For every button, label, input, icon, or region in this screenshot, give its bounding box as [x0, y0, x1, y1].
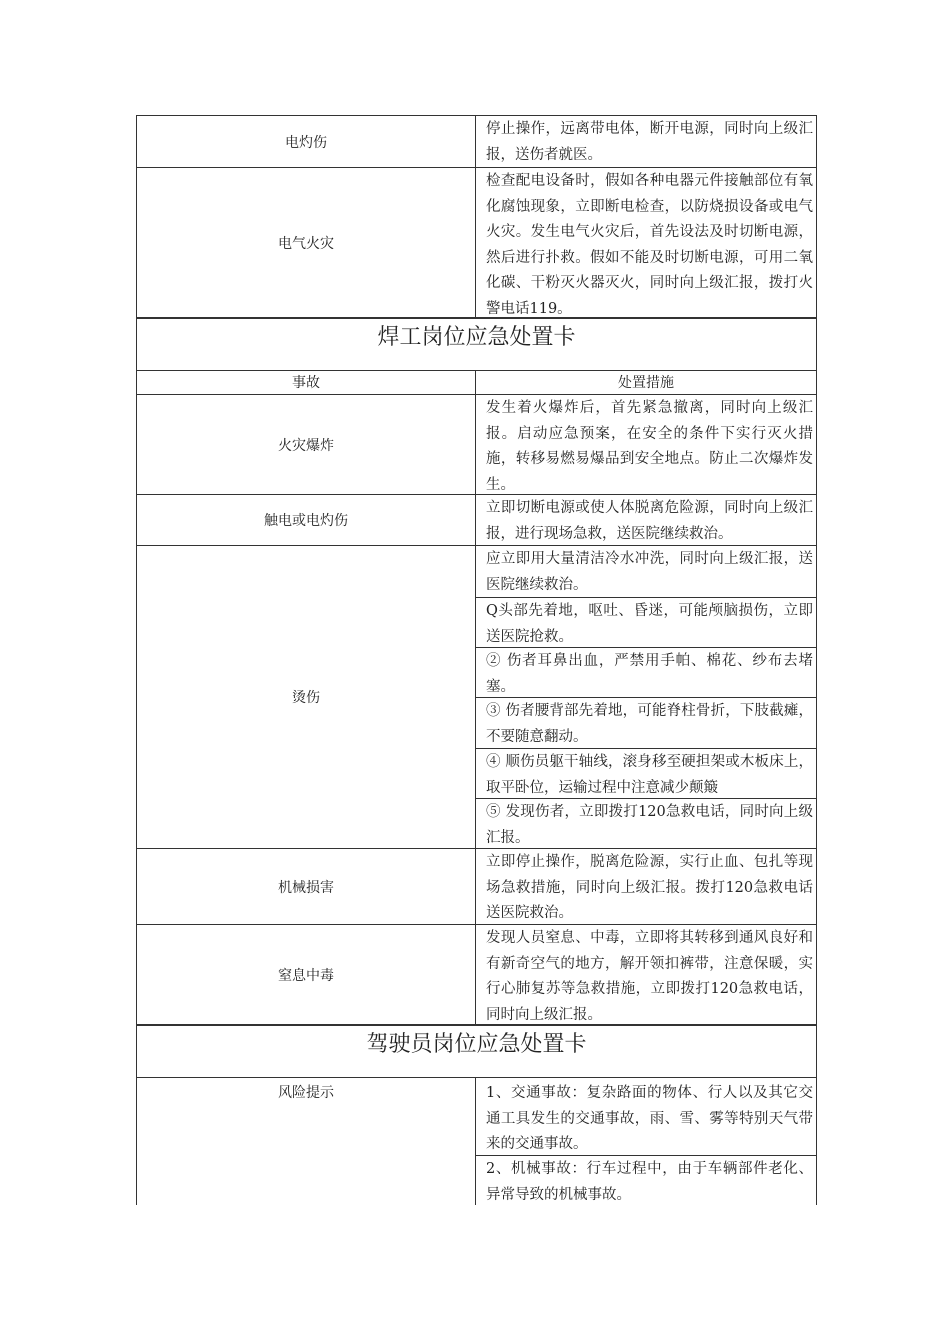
accident-cell: 机械损害	[278, 879, 334, 896]
table-row	[136, 494, 817, 545]
table-row	[136, 545, 817, 848]
card-title-row	[136, 1024, 817, 1077]
measure-cell: 立即停止操作，脱离危险源，实行止血、包扎等现场急救措施，同时向上级汇报。拨打120急救电话送医院救治。	[486, 854, 813, 921]
risk-item: 1、交通事故：复杂路面的物体、行人以及其它交通工具发生的交通事故，雨、雪、雾等特别天气带来的交通事故。	[486, 1085, 813, 1152]
measure-item: ② 伤者耳鼻出血，严禁用手帕、棉花、纱布去堵塞。	[486, 653, 813, 695]
measure-item: ④ 顺伤员躯干轴线，滚身移至硬担架或木板床上，取平卧位，运输过程中注意减少颠簸	[486, 754, 813, 796]
driver-card-title: 驾驶员岗位应急处置卡	[366, 1032, 587, 1057]
header-measure: 处置措施	[475, 371, 816, 394]
risk-item: 2、机械事故：行车过程中，由于车辆部件老化、异常导致的机械事故。	[486, 1161, 813, 1203]
table-row	[136, 115, 817, 167]
accident-cell: 火灾爆炸	[278, 437, 334, 454]
measure-item: ③ 伤者腰背部先着地，可能脊柱骨折，下肢截瘫，不要随意翻动。	[486, 703, 813, 745]
card-title-row	[136, 317, 817, 370]
accident-cell: 电灼伤	[285, 134, 327, 151]
emergency-table	[136, 115, 817, 1205]
accident-cell: 烫伤	[292, 690, 320, 706]
accident-cell: 窒息中毒	[278, 967, 334, 984]
measure-item: ⑤ 发现伤者，立即拨打120急救电话，同时向上级汇报。	[486, 804, 813, 846]
measure-item: Q头部先着地，呕吐、昏迷，可能颅脑损伤，立即送医院抢救。	[486, 603, 813, 645]
table-row	[136, 394, 817, 494]
measure-cell: 发生着火爆炸后，首先紧急撤离，同时向上级汇报。启动应急预案，在安全的条件下实行灭火措施，转移易燃易爆品到安全地点。防止二次爆炸发生。	[486, 400, 813, 493]
accident-cell: 触电或电灼伤	[264, 513, 348, 529]
accident-cell: 电气火灾	[278, 235, 334, 252]
measure-cell: 检查配电设备时，假如各种电器元件接触部位有氧化腐蚀现象，立即断电检查，以防烧损设备或电气火灾。发生电气火灾后，首先设法及时切断电源，然后进行扑救。假如不能及时切断电源，可用二氧化碳、干粉灭火器灭火，同时向上级汇报，拨打火警电话119。	[486, 173, 813, 317]
table-row	[136, 167, 817, 317]
risk-label: 风险提示	[278, 1085, 334, 1101]
welder-card-title: 焊工岗位应急处置卡	[377, 325, 576, 350]
table-row	[136, 1077, 817, 1205]
measure-cell: 立即切断电源或使人体脱离危险源，同时向上级汇报，进行现场急救，送医院继续救治。	[486, 500, 813, 542]
measure-cell: 发现人员窒息、中毒，立即将其转移到通风良好和有新奇空气的地方，解开领扣裤带，注意保暖，实行心肺复苏等急救措施，立即拨打120急救电话，同时向上级汇报。	[486, 930, 813, 1023]
table-row	[136, 924, 817, 1024]
header-accident: 事故	[292, 375, 320, 391]
measure-item: 应立即用大量清洁冷水冲洗，同时向上级汇报，送医院继续救治。	[486, 551, 813, 593]
table-row	[136, 848, 817, 924]
measure-cell: 停止操作，远离带电体，断开电源，同时向上级汇报，送伤者就医。	[486, 121, 813, 163]
table-header	[136, 370, 817, 394]
